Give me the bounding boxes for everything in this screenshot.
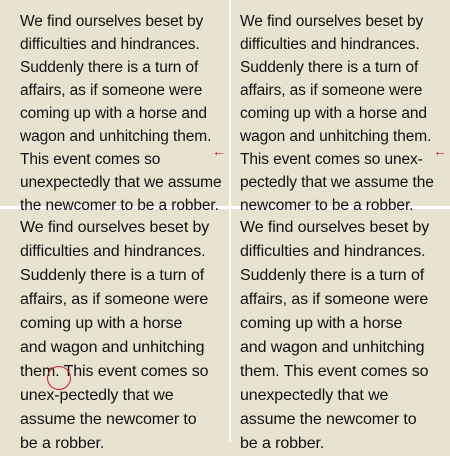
text-line: Suddenly there is a turn of bbox=[20, 267, 205, 284]
panel-top-left bbox=[20, 10, 225, 217]
text-line: newcomer to be a robber. bbox=[240, 197, 414, 214]
text-line: unexpectedly that we bbox=[240, 387, 389, 404]
text-line: coming up with a horse and bbox=[240, 105, 427, 122]
text-line: wagon and unhitching them. bbox=[240, 128, 432, 145]
text-line: difficulties and hindrances. bbox=[20, 243, 206, 260]
text-line: assume the newcomer to bbox=[20, 411, 197, 428]
text-line: We find ourselves beset by bbox=[240, 13, 424, 30]
text-line: affairs, as if someone were bbox=[20, 82, 203, 99]
text-line: and wagon and unhitching bbox=[20, 339, 205, 356]
text-line: Suddenly there is a turn of bbox=[20, 59, 199, 76]
text-line: and wagon and unhitching bbox=[240, 339, 425, 356]
left-arrow-icon: ← bbox=[433, 143, 447, 159]
text-line: We find ourselves beset by bbox=[20, 13, 204, 30]
text-line: assume the newcomer to bbox=[240, 411, 417, 428]
text-line: affairs, as if someone were bbox=[20, 291, 209, 308]
text-line: unex-pectedly that we bbox=[20, 387, 174, 404]
text-line: Suddenly there is a turn of bbox=[240, 59, 419, 76]
text-line: We find ourselves beset by bbox=[20, 219, 210, 236]
text-line: unexpectedly that we assume bbox=[20, 174, 222, 191]
text-line: be a robber. bbox=[240, 435, 325, 452]
text-line: coming up with a horse bbox=[240, 315, 403, 332]
text-line: Suddenly there is a turn of bbox=[240, 267, 425, 284]
left-arrow-icon: ← bbox=[212, 143, 226, 159]
text-line: coming up with a horse bbox=[20, 315, 183, 332]
text-line: the newcomer to be a robber. bbox=[20, 197, 219, 214]
text-line: We find ourselves beset by bbox=[240, 219, 430, 236]
text-line: them. This event comes so bbox=[20, 363, 209, 380]
text-line: affairs, as if someone were bbox=[240, 82, 423, 99]
text-line: them. This event comes so bbox=[240, 363, 429, 380]
text-line: wagon and unhitching them. bbox=[20, 128, 212, 145]
text-line: coming up with a horse and bbox=[20, 105, 207, 122]
vertical-divider bbox=[229, 0, 231, 441]
text-line: affairs, as if someone were bbox=[240, 291, 429, 308]
text-line: difficulties and hindrances. bbox=[240, 243, 426, 260]
panel-top-right bbox=[240, 10, 445, 217]
text-line: be a robber. bbox=[20, 435, 105, 452]
text-line: This event comes so unex- bbox=[240, 151, 423, 168]
hyphen-highlight-circle bbox=[47, 366, 71, 390]
text-line: This event comes so bbox=[20, 151, 161, 168]
text-line: difficulties and hindrances. bbox=[240, 36, 420, 53]
panel-bottom-right bbox=[240, 216, 445, 456]
panel-bottom-left bbox=[20, 216, 225, 456]
text-line: difficulties and hindrances. bbox=[20, 36, 200, 53]
text-line: pectedly that we assume the bbox=[240, 174, 434, 191]
